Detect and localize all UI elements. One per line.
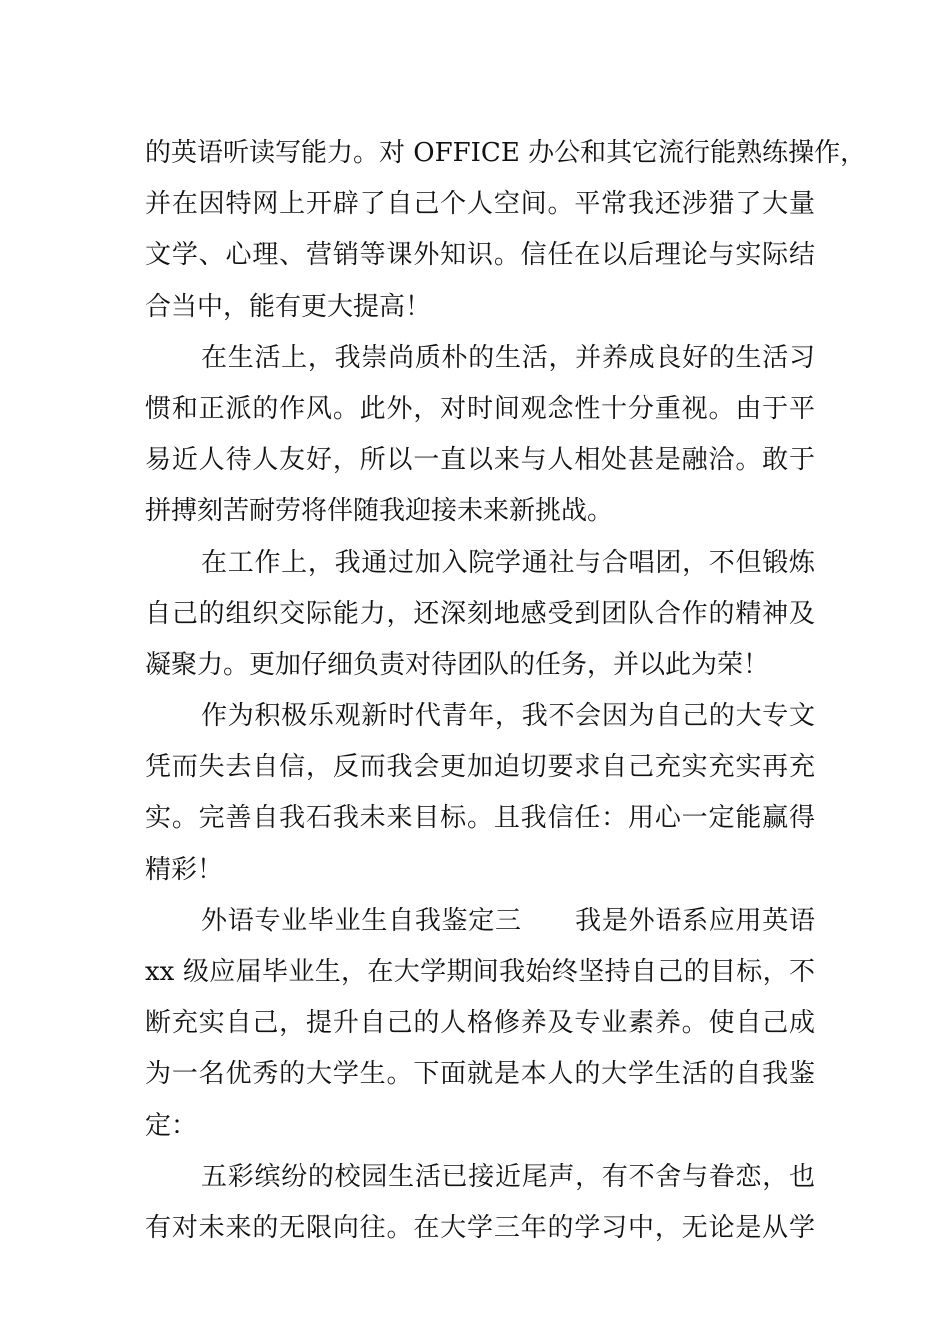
text-line: 易近人待人友好，所以一直以来与人相处甚是融洽。敢于 bbox=[145, 445, 815, 476]
text-line: 惯和正派的作风。此外，对时间观念性十分重视。由于平 bbox=[145, 393, 815, 424]
text-line: 凭而失去自信，反而我会更加迫切要求自己充实充实再充 bbox=[145, 752, 815, 783]
text-line: 有对未来的无限向往。在大学三年的学习中，无论是从学 bbox=[145, 1212, 815, 1243]
text-line: 精彩！ bbox=[145, 854, 224, 885]
text-line: 的英语听读写能力。对 OFFICE 办公和其它流行能熟练操作， bbox=[145, 138, 867, 168]
document-body bbox=[145, 128, 867, 1254]
text-line: 五彩缤纷的校园生活已接近尾声，有不舍与眷恋，也 bbox=[201, 1161, 815, 1192]
text-line: xx 级应届毕业生，在大学期间我始终坚持自己的目标，不 bbox=[145, 957, 815, 987]
text-line: 凝聚力。更加仔细负责对待团队的任务，并以此为荣！ bbox=[145, 649, 770, 680]
text-line: 外语专业毕业生自我鉴定三 我是外语系应用英语 bbox=[201, 905, 815, 936]
text-line: 在生活上，我崇尚质朴的生活，并养成良好的生活习 bbox=[201, 342, 815, 373]
text-line: 合当中，能有更大提高！ bbox=[145, 291, 432, 322]
text-line: 为一名优秀的大学生。下面就是本人的大学生活的自我鉴 bbox=[145, 1059, 815, 1090]
text-line: 在工作上，我通过加入院学通社与合唱团，不但锻炼 bbox=[201, 547, 815, 578]
text-line: 定： bbox=[145, 1110, 198, 1141]
text-line: 实。完善自我石我未来目标。且我信任：用心一定能赢得 bbox=[145, 803, 815, 834]
text-line: 并在因特网上开辟了自己个人空间。平常我还涉猎了大量 bbox=[145, 189, 815, 220]
text-line: 断充实自己，提升自己的人格修养及专业素养。使自己成 bbox=[145, 1008, 815, 1039]
text-line: 拼搏刻苦耐劳将伴随我迎接未来新挑战。 bbox=[145, 496, 614, 527]
text-line: 自己的组织交际能力，还深刻地感受到团队合作的精神及 bbox=[145, 598, 815, 629]
text-line: 作为积极乐观新时代青年，我不会因为自己的大专文 bbox=[201, 701, 815, 732]
text-line: 文学、心理、营销等课外知识。信任在以后理论与实际结 bbox=[145, 240, 815, 271]
